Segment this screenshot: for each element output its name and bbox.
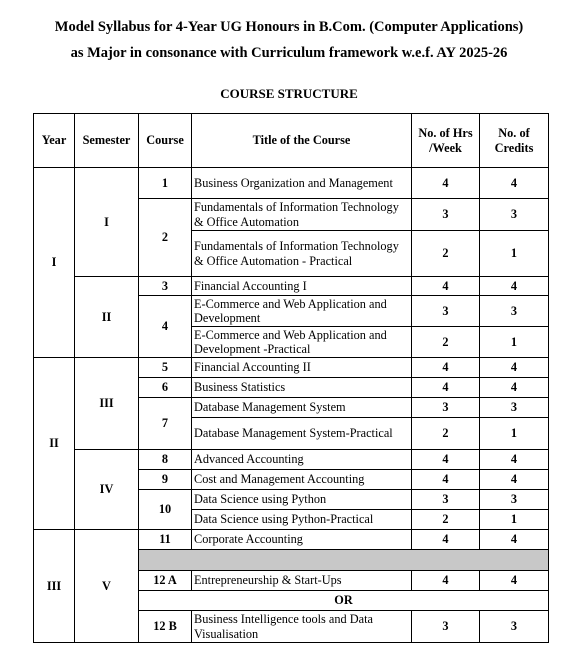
- course-number: 12 B: [139, 611, 192, 643]
- hrs-per-week: 3: [412, 296, 480, 327]
- column-header-title: Title of the Course: [192, 114, 412, 168]
- hrs-per-week: 4: [412, 571, 480, 591]
- year-cell: I: [34, 168, 75, 358]
- table-row: [34, 168, 549, 199]
- course-title: Cost and Management Accounting: [192, 470, 412, 490]
- hrs-per-week: 3: [412, 611, 480, 643]
- column-header-credits: No. of Credits: [480, 114, 549, 168]
- course-number: 10: [139, 490, 192, 530]
- credits: 1: [480, 418, 549, 450]
- course-number: 11: [139, 530, 192, 550]
- gray-separator: [139, 550, 549, 571]
- course-number: 8: [139, 450, 192, 470]
- hrs-per-week: 4: [412, 277, 480, 296]
- course-title: Fundamentals of Information Technology & Office Automation - Practical: [192, 231, 412, 277]
- course-number: 7: [139, 398, 192, 450]
- semester-cell: II: [75, 277, 139, 358]
- credits: 4: [480, 450, 549, 470]
- course-title: Database Management System-Practical: [192, 418, 412, 450]
- hrs-per-week: 2: [412, 231, 480, 277]
- hrs-per-week: 2: [412, 418, 480, 450]
- hrs-per-week: 3: [412, 398, 480, 418]
- credits: 4: [480, 470, 549, 490]
- hrs-per-week: 3: [412, 199, 480, 231]
- hrs-per-week: 4: [412, 168, 480, 199]
- course-number: 12 A: [139, 571, 192, 591]
- section-heading: COURSE STRUCTURE: [220, 86, 358, 101]
- hrs-per-week: 3: [412, 490, 480, 510]
- course-title: Business Organization and Management: [192, 168, 412, 199]
- hrs-per-week: 4: [412, 450, 480, 470]
- course-title: Financial Accounting II: [192, 358, 412, 378]
- credits: 4: [480, 571, 549, 591]
- semester-cell: I: [75, 168, 139, 277]
- semester-cell: III: [75, 358, 139, 450]
- table-row: [34, 450, 549, 470]
- course-title: Entrepreneurship & Start-Ups: [192, 571, 412, 591]
- course-number: 6: [139, 378, 192, 398]
- course-number: 3: [139, 277, 192, 296]
- course-title: Database Management System: [192, 398, 412, 418]
- credits: 3: [480, 398, 549, 418]
- table-row: [34, 277, 549, 296]
- course-title: E-Commerce and Web Application and Development: [192, 296, 412, 327]
- course-title: Business Statistics: [192, 378, 412, 398]
- course-number: 2: [139, 199, 192, 277]
- credits: 1: [480, 510, 549, 530]
- course-title: Fundamentals of Information Technology & Office Automation: [192, 199, 412, 231]
- table-row: [34, 530, 549, 550]
- credits: 4: [480, 277, 549, 296]
- course-number: 1: [139, 168, 192, 199]
- course-title: Financial Accounting I: [192, 277, 412, 296]
- or-label: OR: [139, 591, 549, 611]
- hrs-per-week: 2: [412, 510, 480, 530]
- column-header-semester: Semester: [75, 114, 139, 168]
- credits: 1: [480, 327, 549, 358]
- column-header-year: Year: [34, 114, 75, 168]
- semester-cell: V: [75, 530, 139, 643]
- course-number: 9: [139, 470, 192, 490]
- course-title: Advanced Accounting: [192, 450, 412, 470]
- year-cell: II: [34, 358, 75, 530]
- hrs-per-week: 4: [412, 470, 480, 490]
- credits: 3: [480, 296, 549, 327]
- credits: 3: [480, 611, 549, 643]
- hrs-per-week: 2: [412, 327, 480, 358]
- hrs-per-week: 4: [412, 530, 480, 550]
- document-title-line-1: Model Syllabus for 4-Year UG Honours in B.Com. (Computer Applications): [54, 19, 524, 35]
- header-row: [34, 114, 549, 168]
- credits: 4: [480, 530, 549, 550]
- year-cell: III: [34, 530, 75, 643]
- credits: 4: [480, 358, 549, 378]
- credits: 3: [480, 490, 549, 510]
- column-header-course: Course: [139, 114, 192, 168]
- credits: 4: [480, 378, 549, 398]
- credits: 4: [480, 168, 549, 199]
- semester-cell: IV: [75, 450, 139, 530]
- course-number: 4: [139, 296, 192, 358]
- course-title: Data Science using Python: [192, 490, 412, 510]
- course-title: Data Science using Python-Practical: [192, 510, 412, 530]
- hrs-per-week: 4: [412, 358, 480, 378]
- course-title: E-Commerce and Web Application and Development -Practical: [192, 327, 412, 358]
- hrs-per-week: 4: [412, 378, 480, 398]
- credits: 3: [480, 199, 549, 231]
- course-structure-table: [33, 113, 549, 643]
- course-title: Corporate Accounting: [192, 530, 412, 550]
- course-number: 5: [139, 358, 192, 378]
- table-row: [34, 358, 549, 378]
- column-header-hrs: No. of Hrs /Week: [412, 114, 480, 168]
- course-title: Business Intelligence tools and Data Visualisation: [192, 611, 412, 643]
- credits: 1: [480, 231, 549, 277]
- document-title-line-2: as Major in consonance with Curriculum framework w.e.f. AY 2025-26: [70, 45, 508, 61]
